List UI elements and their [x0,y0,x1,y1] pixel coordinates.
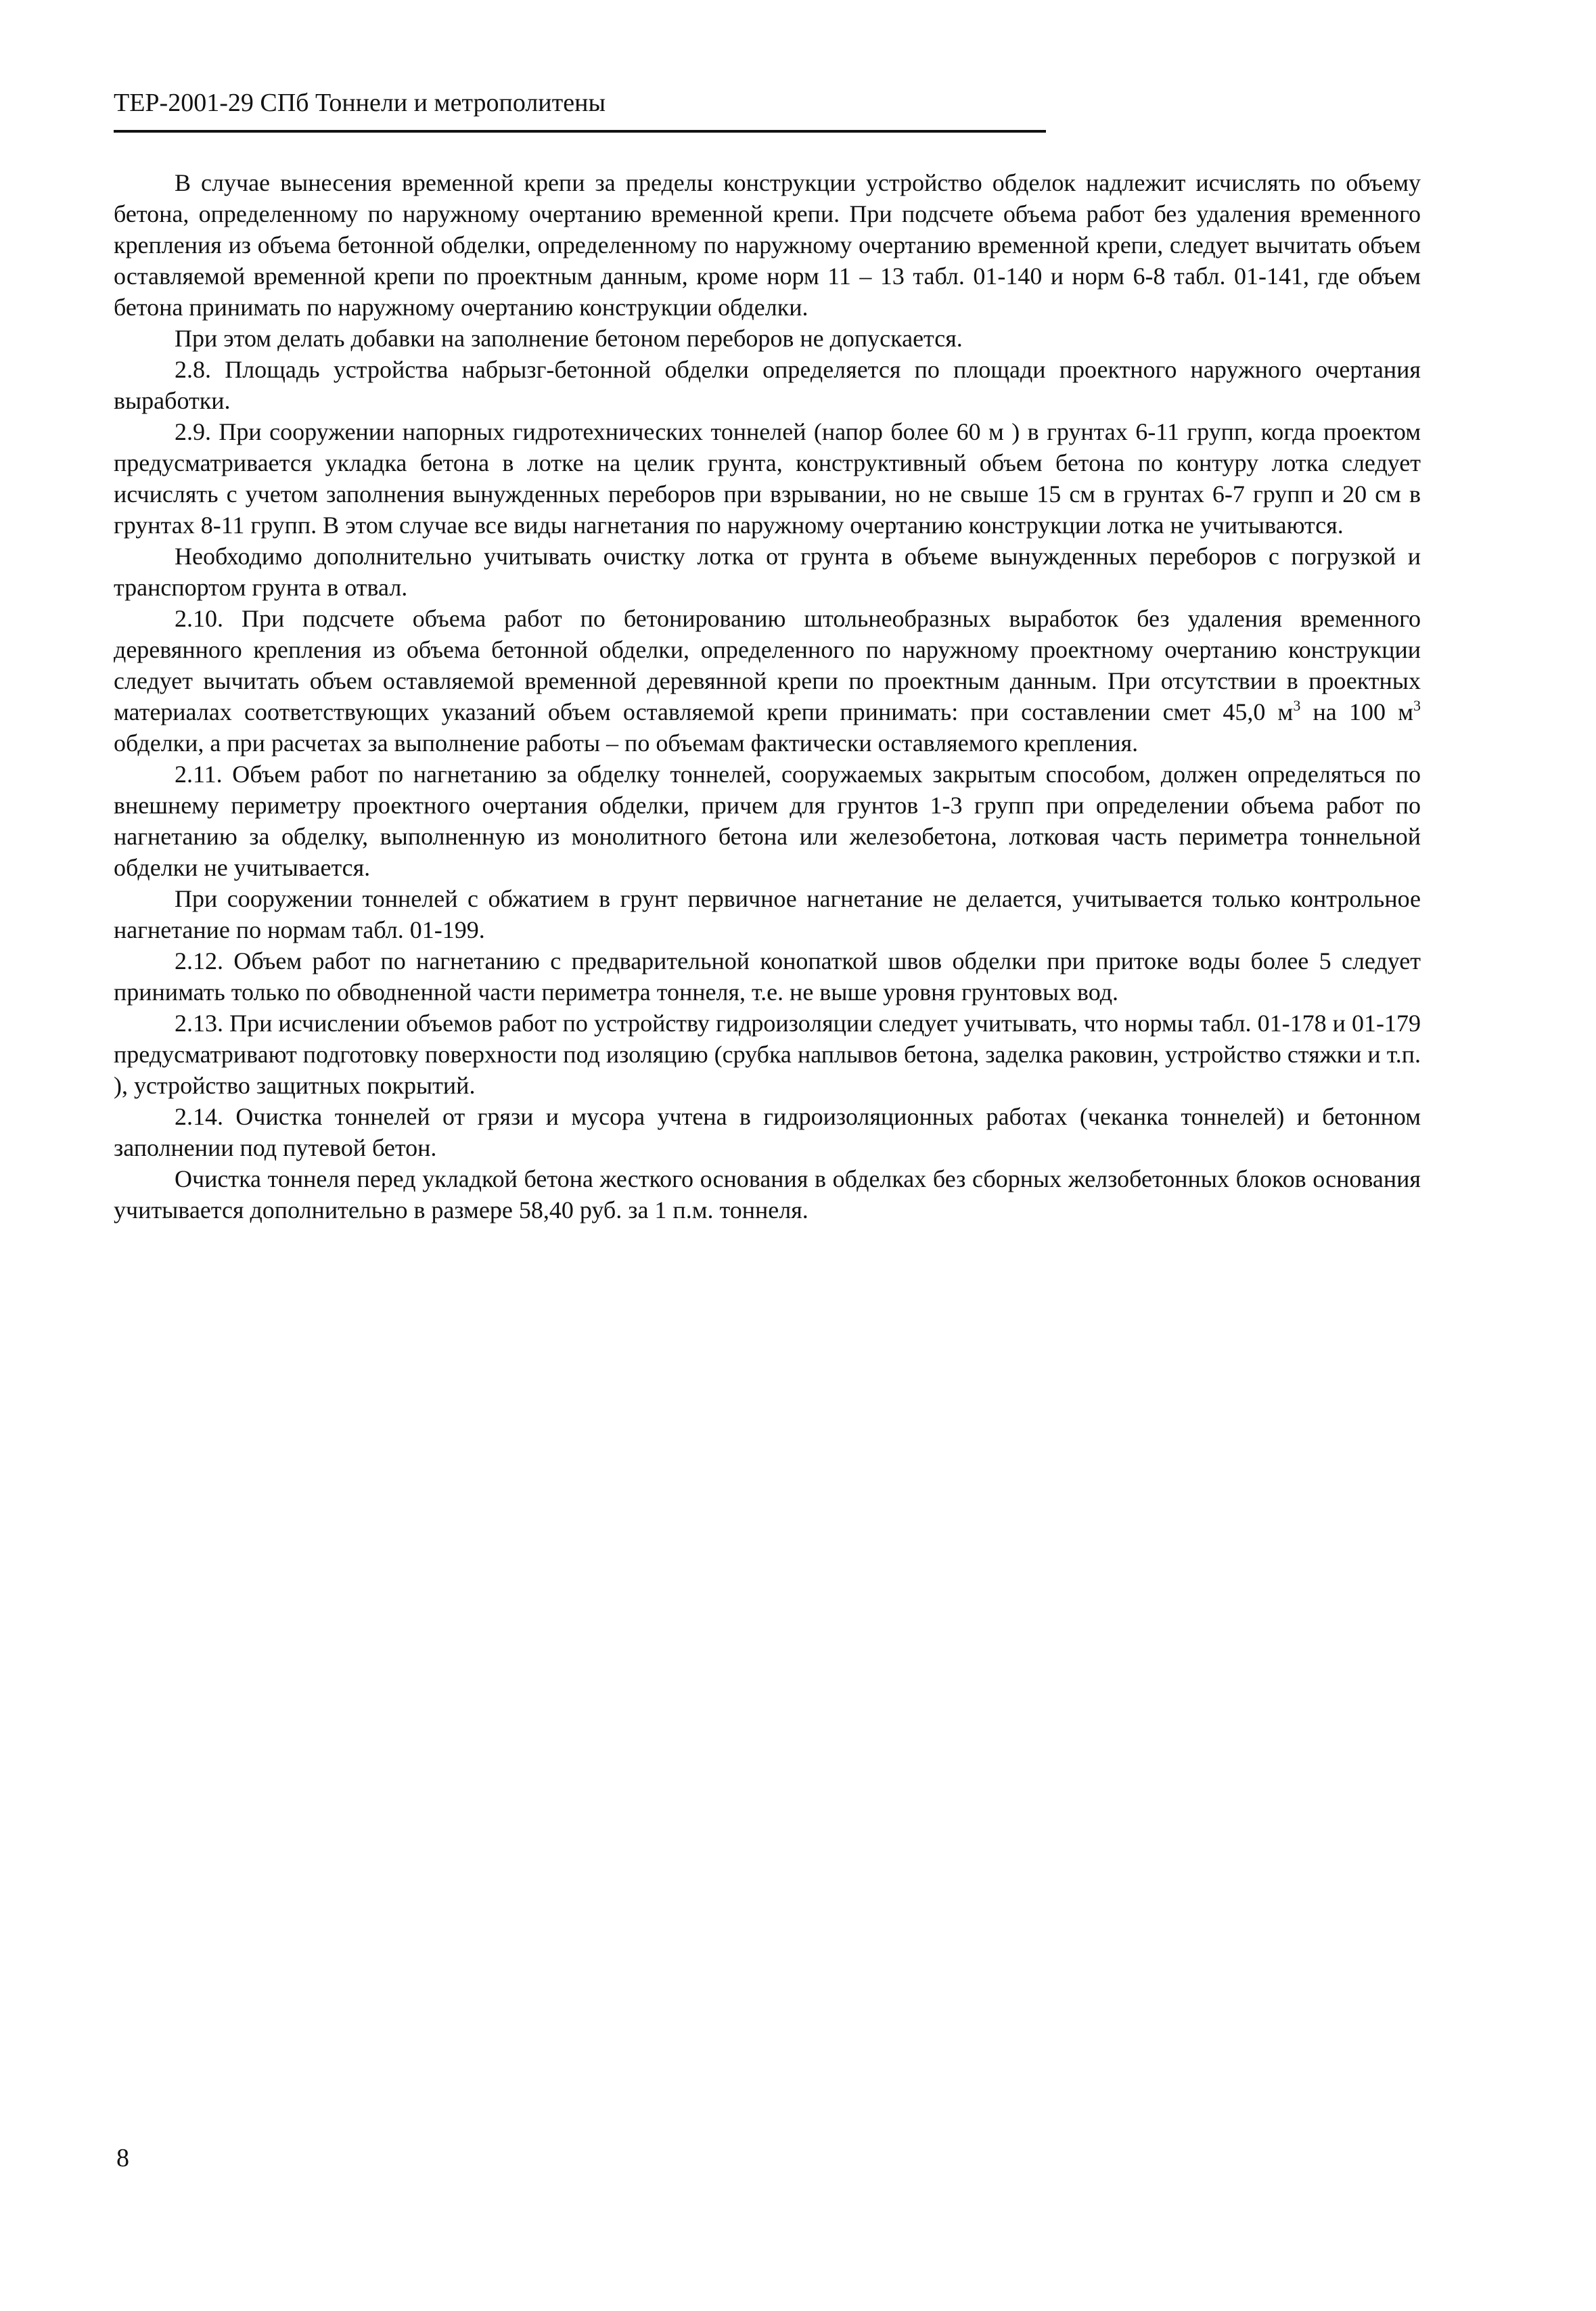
paragraph-control-injection: При сооружении тоннелей с обжатием в грунт первичное нагнетание не делается, учитывается только контрольное нагнетание по нормам табл. 01-199. [114,885,1421,943]
paragraph-2-12: 2.12. Объем работ по нагнетанию с предварительной конопаткой швов обделки при притоке воды более 5 следует принимать только по обводненной части периметра тоннеля, т.е. не выше уровня грунтовых вод. [114,947,1421,1006]
paragraph-temporary-support: В случае вынесения временной крепи за пределы конструкции устройство обделок надлежит исчислять по объему бетона, определенному по наружному очертанию временной крепи. При подсчете объема работ без удаления временного крепления из объема бетонной обделки, определенному по наружному очертанию временной крепи, следует вычитать объем оставляемой временной крепи по проектным данным, кроме норм 11 – 13 табл. 01-140 и норм 6-8 табл. 01-141, где объем бетона принимать по наружному очертанию конструкции обделки. [114,169,1421,321]
paragraph-2-10-main-text: 2.10. При подсчете объема работ по бетонированию штольнеобразных выработок без удаления временного деревянного крепления из объема бетонной обделки, определенного по наружному проектному очертанию конструкции следует вычитать объем оставляемой временной деревянной крепи по проектным данным. При отсутствии в проектных материалах соответствующих указаний объем оставляемой крепи принимать: при составлении смет 45,0 м [114,605,1421,725]
page-header: ТЕР-2001-29 СПб Тоннели и метрополитены [114,89,606,117]
paragraph-tunnel-cleaning: Очистка тоннеля перед укладкой бетона жесткого основания в обделках без сборных желзобетонных блоков основания учитывается дополнительно в размере 58,40 руб. за 1 п.м. тоннеля. [114,1165,1421,1224]
paragraph-2-8: 2.8. Площадь устройства набрызг-бетонной обделки определяется по площади проектного наружного очертания выработки. [114,356,1421,414]
cubic-meter-exponent-1: 3 [1293,697,1301,714]
document-body [114,167,1421,1226]
paragraph-no-additions: При этом делать добавки на заполнение бетоном переборов не допускается. [175,325,963,352]
paragraph-2-11: 2.11. Объем работ по нагнетанию за обделку тоннелей, сооружаемых закрытым способом, должен определяться по внешнему периметру проектного очертания обделки, причем для грунтов 1-3 групп при определении объема работ по нагнетанию за обделку, выполненную из монолитного бетона или железобетона, лотковая часть периметра тоннельной обделки не учитывается. [114,761,1421,881]
paragraph-2-9: 2.9. При сооружении напорных гидротехнических тоннелей (напор более 60 м ) в грунтах 6-11 групп, когда проектом предусматривается укладка бетона в лотке на целик грунта, конструктивный объем бетона по контуру лотка следует исчислять с учетом заполнения вынужденных переборов при взрывании, но не свыше 15 см в грунтах 6-7 групп и 20 см в грунтах 8-11 групп. В этом случае все виды нагнетания по наружному очертанию конструкции лотка не учитываются. [114,418,1421,539]
page-number: 8 [116,2144,129,2172]
paragraph-2-10 [114,603,1421,759]
paragraph-2-13: 2.13. При исчислении объемов работ по устройству гидроизоляции следует учитывать, что нормы табл. 01-178 и 01-179 предусматривают подготовку поверхности под изоляцию (срубка наплывов бетона, заделка раковин, устройство стяжки и т.п. ), устройство защитных покрытий. [114,1010,1421,1099]
paragraph-cleaning-tray: Необходимо дополнительно учитывать очистку лотка от грунта в объеме вынужденных переборов с погрузкой и транспортом грунта в отвал. [114,543,1421,601]
paragraph-2-10-closing-text: обделки, а при расчетах за выполнение работы – по объемам фактически оставляемого крепления. [114,730,1139,757]
paragraph-2-14: 2.14. Очистка тоннелей от грязи и мусора учтена в гидроизоляционных работах (чеканка тоннелей) и бетонном заполнении под путевой бетон. [114,1103,1421,1161]
paragraph-2-10-unit-text: на 100 м [1300,698,1413,725]
header-divider [114,130,1046,133]
cubic-meter-exponent-2: 3 [1413,697,1421,714]
